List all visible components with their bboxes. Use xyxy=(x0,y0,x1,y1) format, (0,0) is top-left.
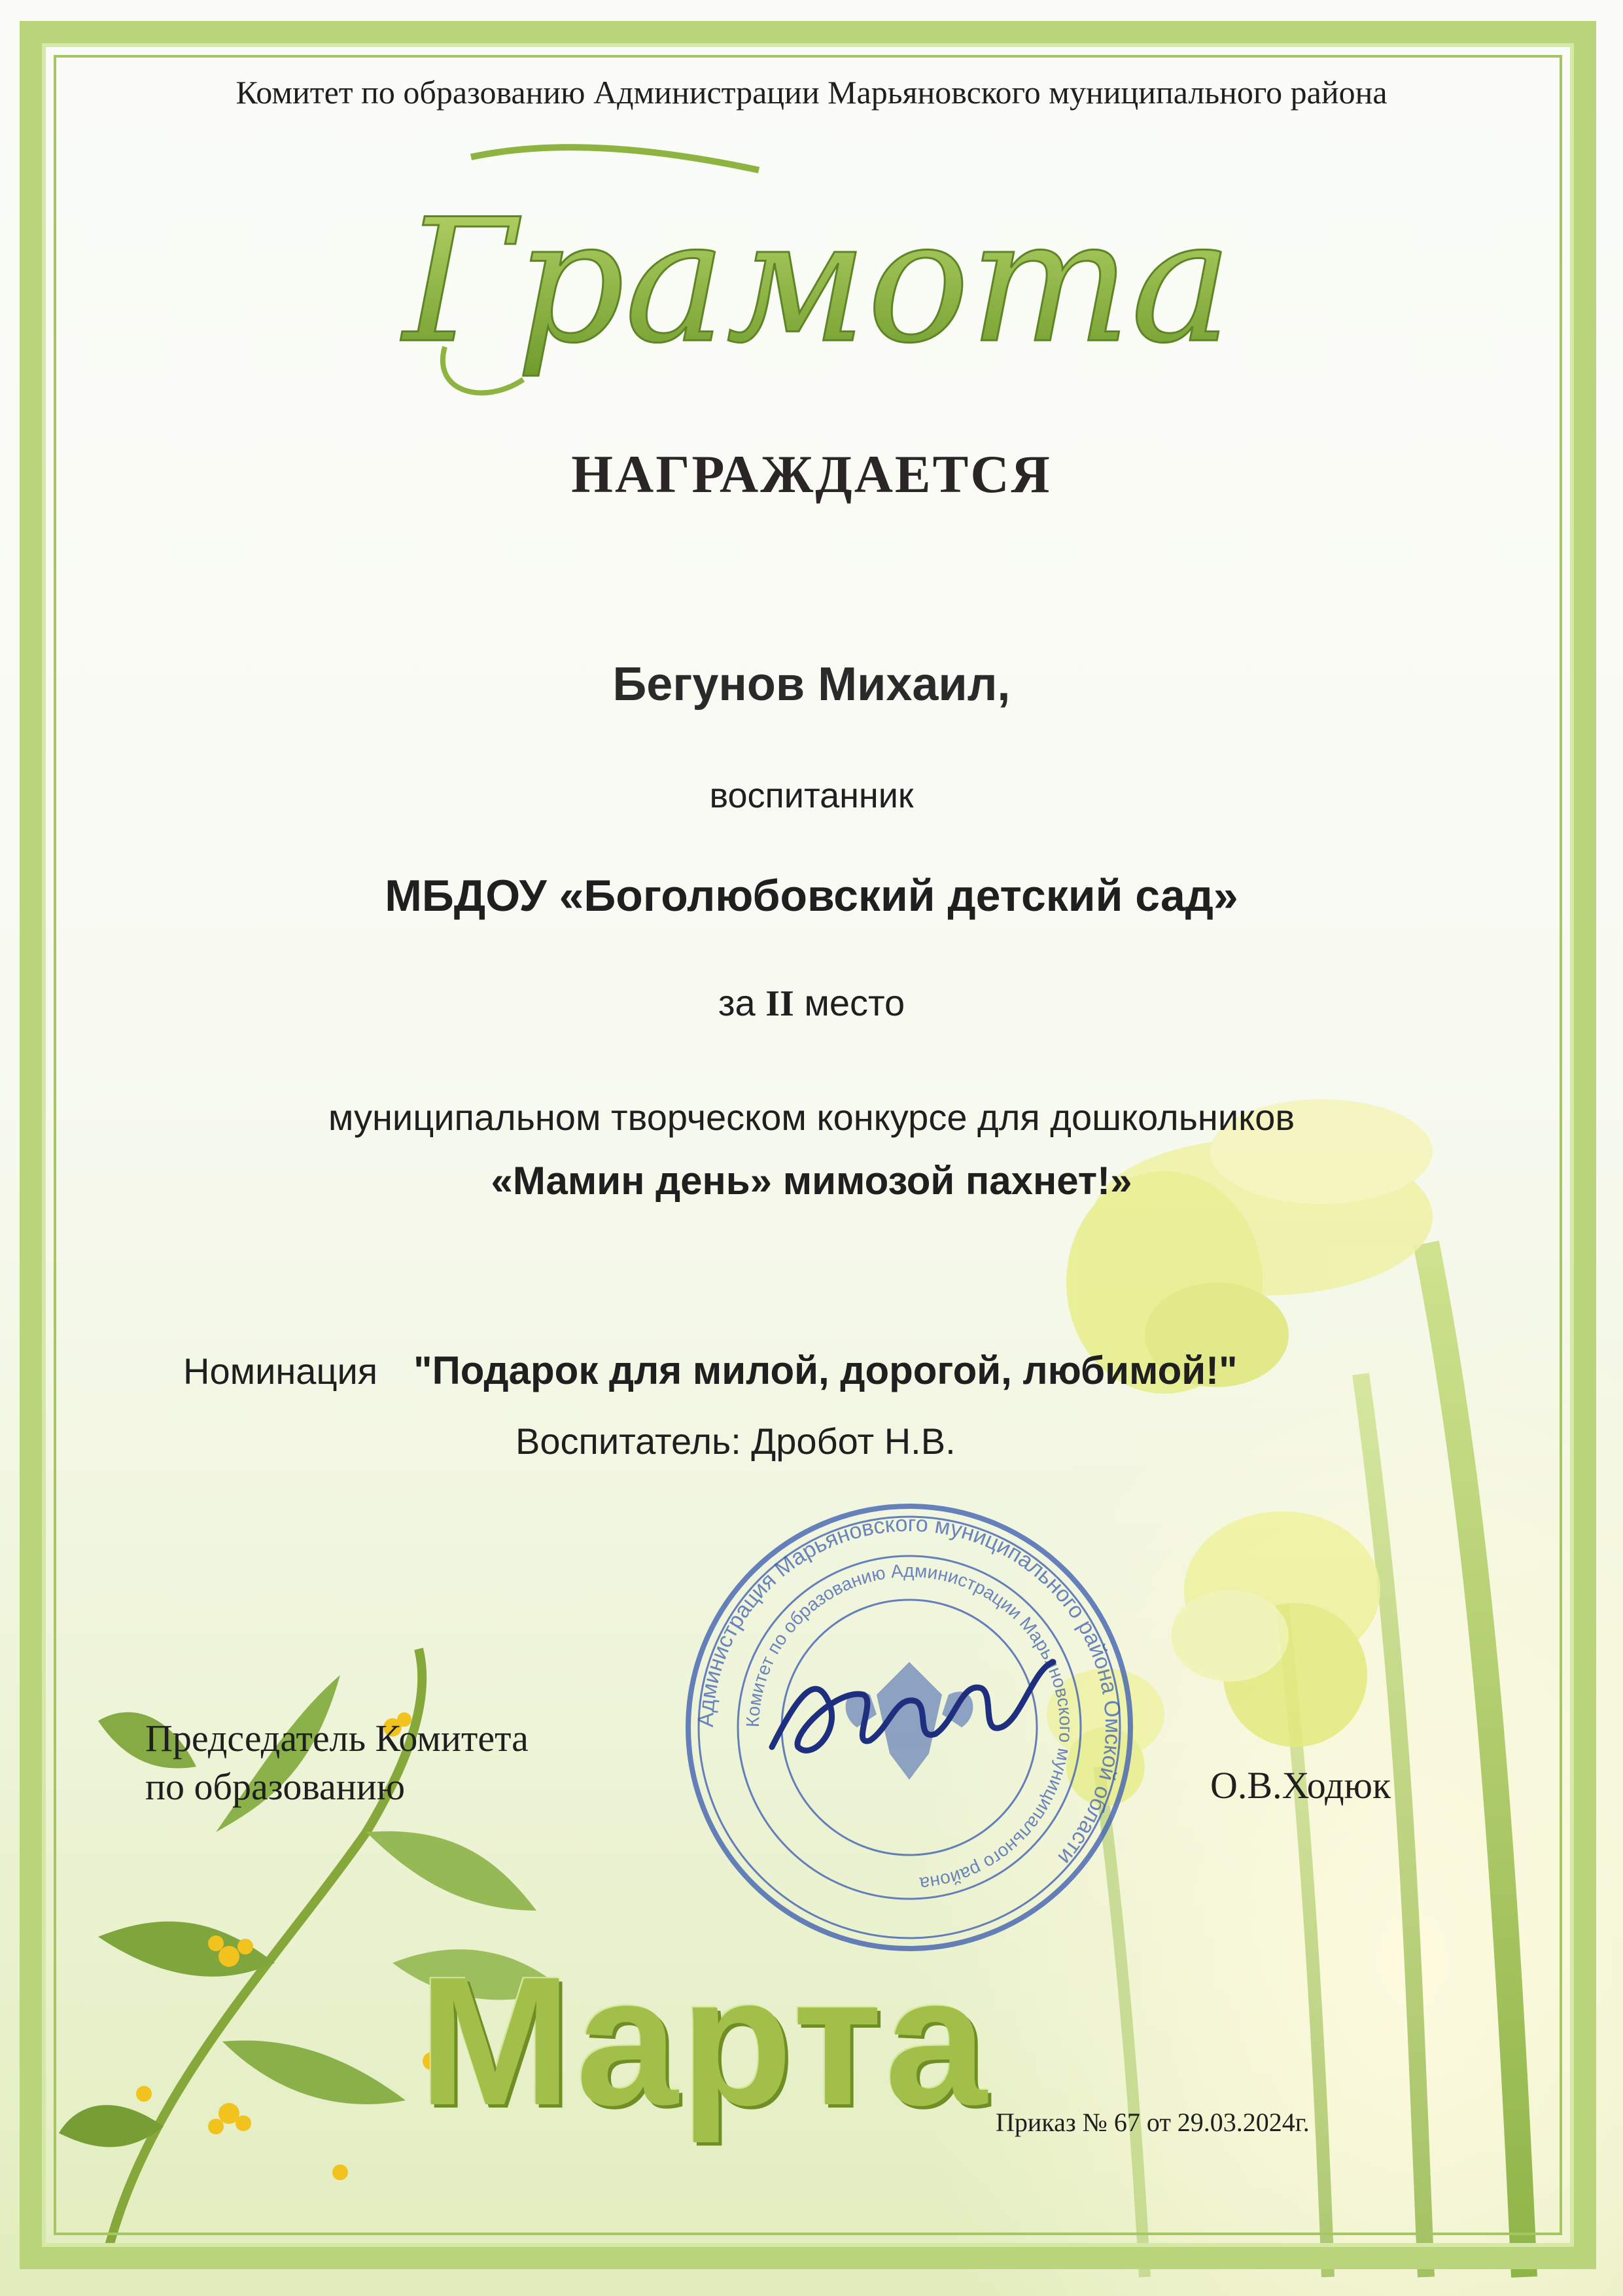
recipient-name: Бегунов Михаил, xyxy=(612,658,1011,711)
chair-title xyxy=(145,1714,529,1811)
nomination-line xyxy=(183,1348,1238,1393)
recipient-status: воспитанник xyxy=(709,776,914,815)
svg-text:Администрация Марьяновского му: Администрация Марьяновского муниципального района Омской области xyxy=(693,1511,1126,1870)
order-number: Приказ № 67 от 29.03.2024г. xyxy=(996,2108,1310,2137)
chair-line-2: по образованию xyxy=(145,1765,406,1808)
gramota-title xyxy=(393,131,1243,419)
contest-name: «Мамин день» мимозой пахнет!» xyxy=(491,1159,1132,1203)
signer-name: О.В.Ходюк xyxy=(1210,1764,1391,1807)
contest-description: муниципальном творческом конкурсе для дошкольников xyxy=(328,1097,1295,1138)
official-stamp xyxy=(680,1498,1138,1956)
march-8-decoration: Марта xyxy=(419,1939,990,2144)
place-line: за II место xyxy=(718,982,905,1024)
nomination-label: Номинация xyxy=(183,1351,378,1392)
svg-text:Грамота: Грамота xyxy=(403,183,1232,381)
institution-name: МБДОУ «Боголюбовский детский сад» xyxy=(385,871,1238,921)
chair-line-1: Председатель Комитета xyxy=(145,1717,529,1759)
awarded-heading: НАГРАЖДАЕТСЯ xyxy=(571,444,1052,504)
teacher-line: Воспитатель: Дробот Н.В. xyxy=(515,1421,956,1462)
svg-text:Комитет по образованию Админис: Комитет по образованию Администрации Марьяновского муниципального района xyxy=(742,1560,1077,1894)
committee-header: Комитет по образованию Администрации Марьяновского муниципального района xyxy=(236,74,1387,111)
place-rank: II xyxy=(765,983,794,1024)
nomination-value: "Подарок для милой, дорогой, любимой!" xyxy=(413,1349,1238,1392)
